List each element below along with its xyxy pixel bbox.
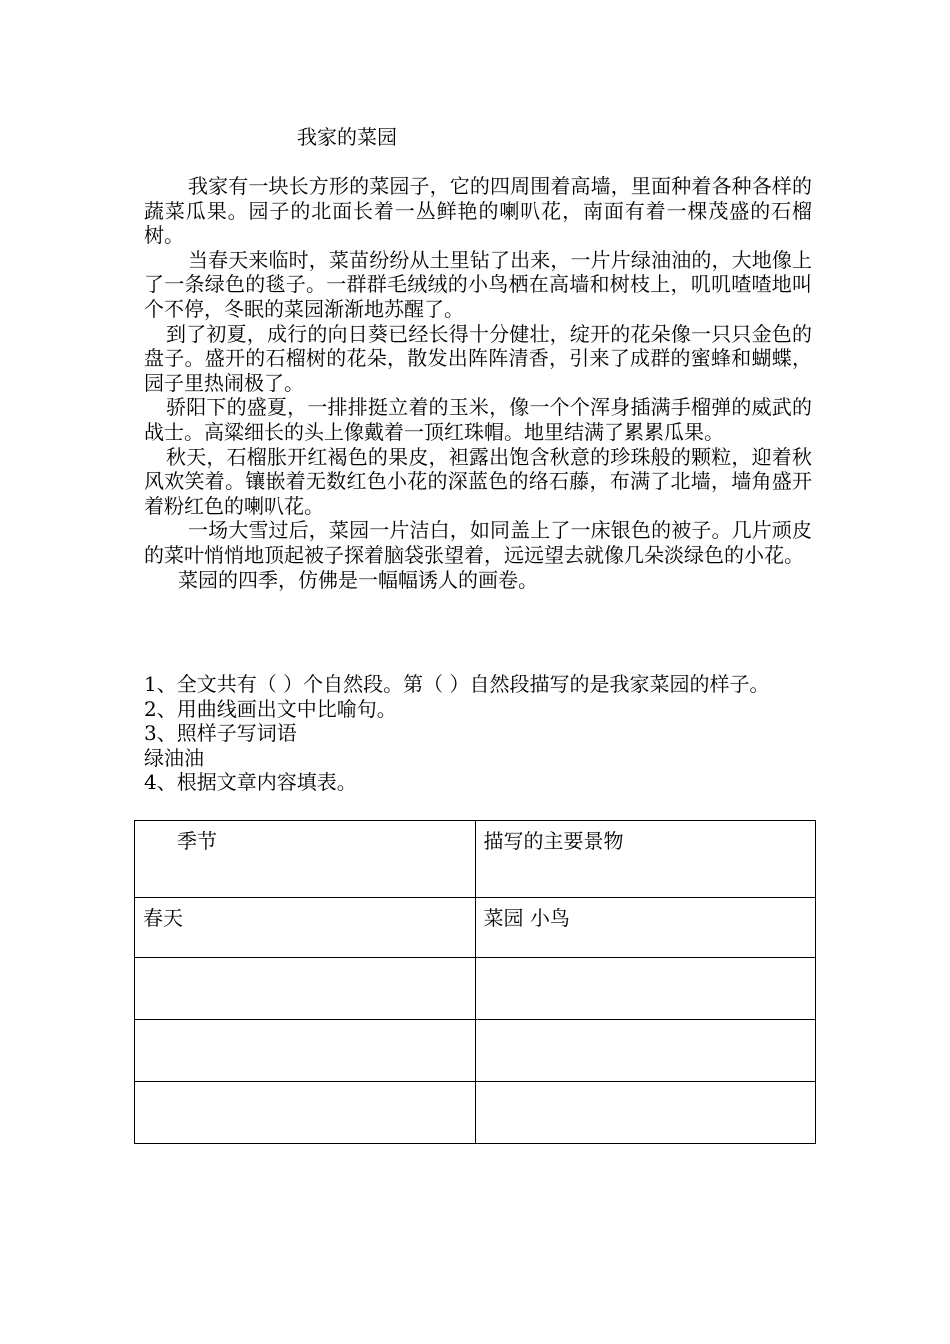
paragraph-3: 到了初夏，成行的向日葵已经长得十分健壮，绽开的花朵像一只只金色的盘子。盛开的石榴树的花朵，散发出阵阵清香，引来了成群的蜜蜂和蝴蝶，园子里热闹极了。 [144, 321, 812, 395]
table-cell-season[interactable] [135, 1082, 476, 1144]
question-3: 3、照样子写词语 [144, 721, 297, 746]
table-row [135, 958, 816, 1020]
table-cell-season[interactable] [135, 1020, 476, 1082]
table-header-season: 季节 [135, 821, 476, 898]
question-3-example: 绿油油 [144, 745, 204, 770]
paragraph-2: 当春天来临时，菜苗纷纷从土里钻了出来，一片片绿油油的，大地像上了一条绿色的毯子。一群群毛绒绒的小鸟栖在高墙和树枝上，叽叽喳喳地叫个不停，冬眠的菜园渐渐地苏醒了。 [144, 247, 812, 321]
fill-in-table [134, 820, 816, 1144]
table-cell-scenery[interactable] [475, 1020, 816, 1082]
article-body [144, 174, 812, 592]
question-1: 1、全文共有（ ）个自然段。第（ ）自然段描写的是我家菜园的样子。 [144, 672, 770, 696]
paragraph-5: 秋天，石榴胀开红褐色的果皮，袒露出饱含秋意的珍珠般的颗粒，迎着秋风欢笑着。镶嵌着无数红色小花的深蓝色的络石藤，布满了北墙，墙角盛开着粉红色的喇叭花。 [144, 444, 812, 518]
table-cell-season[interactable]: 春天 [135, 898, 476, 958]
table-header-row [135, 821, 816, 898]
question-2: 2、用曲线画出文中比喻句。 [144, 696, 397, 721]
table-cell-scenery[interactable] [475, 958, 816, 1020]
document-title: 我家的菜园 [297, 125, 397, 149]
table-header-scenery: 描写的主要景物 [475, 821, 816, 898]
table-cell-scenery[interactable]: 菜园 小鸟 [475, 898, 816, 958]
table-cell-season[interactable] [135, 958, 476, 1020]
table-cell-scenery[interactable] [475, 1082, 816, 1144]
paragraph-4: 骄阳下的盛夏，一排排挺立着的玉米，像一个个浑身插满手榴弹的威武的战士。高粱细长的头上像戴着一顶红珠帽。地里结满了累累瓜果。 [144, 395, 812, 444]
table-row [135, 1020, 816, 1082]
paragraph-7: 菜园的四季，仿佛是一幅幅诱人的画卷。 [178, 567, 538, 592]
table-row [135, 898, 816, 958]
table-row [135, 1082, 816, 1144]
paragraph-6: 一场大雪过后，菜园一片洁白，如同盖上了一床银色的被子。几片顽皮的菜叶悄悄地顶起被子探着脑袋张望着，远远望去就像几朵淡绿色的小花。 [144, 518, 812, 567]
question-4: 4、根据文章内容填表。 [144, 770, 357, 795]
paragraph-1: 我家有一块长方形的菜园子，它的四周围着高墙，里面种着各种各样的蔬菜瓜果。园子的北面长着一丛鲜艳的喇叭花，南面有着一棵茂盛的石榴树。 [144, 174, 812, 248]
question-list [144, 672, 844, 795]
